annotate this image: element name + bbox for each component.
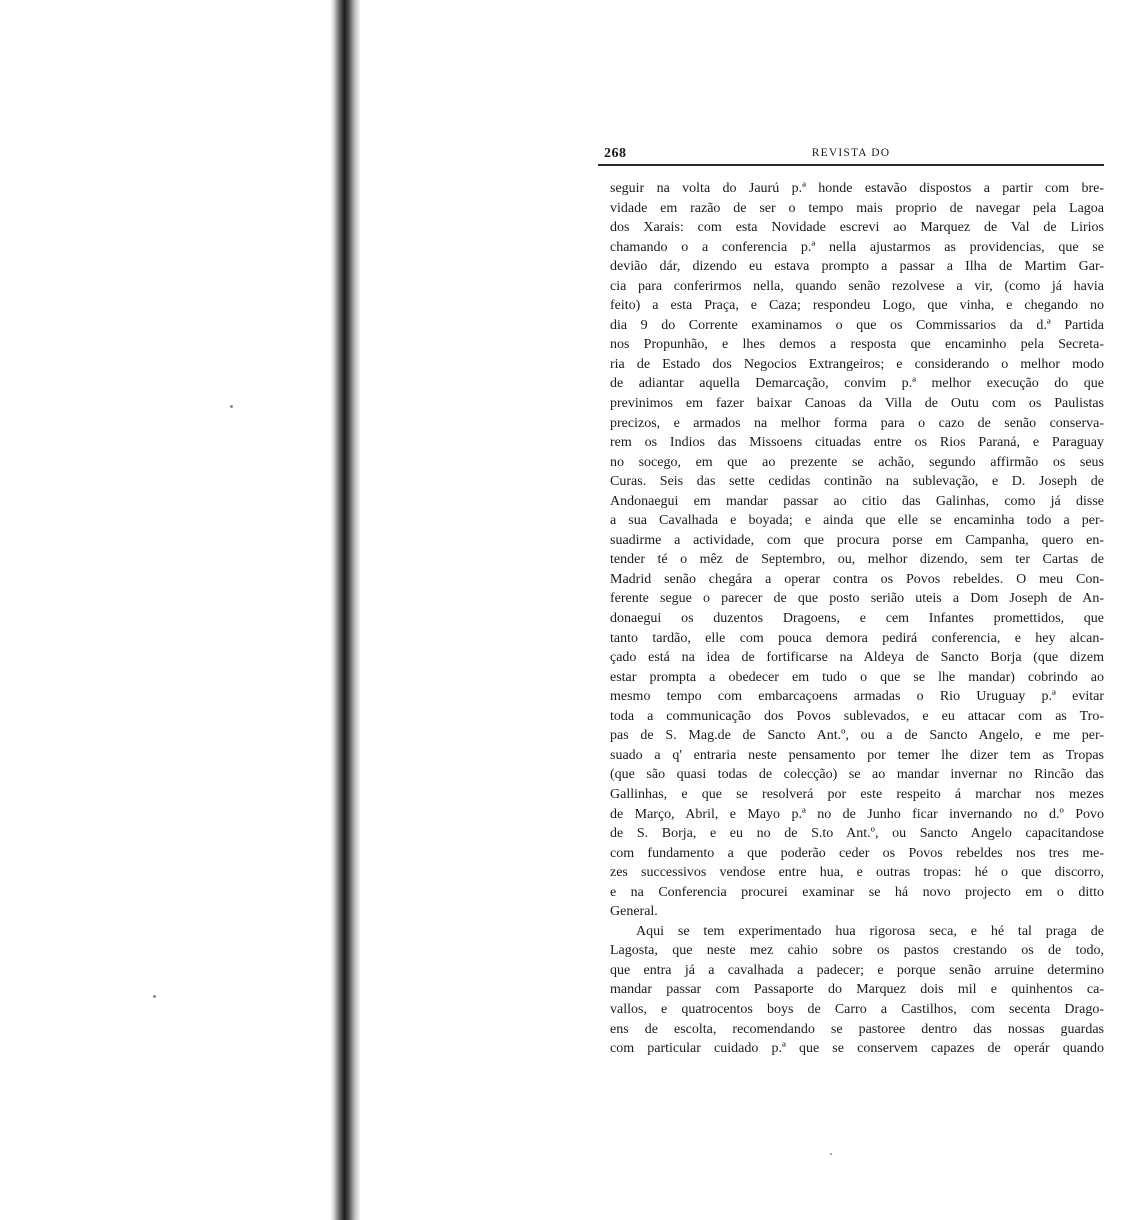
text-line: a sua Cavalhada e boyada; e ainda que elle se encaminha todo a per- <box>610 513 1104 529</box>
text-line: (que são quasi todas de colecção) se ao mandar invernar no Rincão das <box>610 767 1104 783</box>
text-line: zes successivos vendose entre hua, e outras tropas: hé o que discorro, <box>610 865 1104 881</box>
printed-page <box>598 144 1104 1059</box>
running-title: REVISTA DO <box>811 147 891 159</box>
text-line: mesmo tempo com embarcaçoens armadas o Rio Uruguay p.ª evitar <box>610 689 1104 705</box>
text-line: rem os Indios das Missoens cituadas entre os Rios Paraná, e Paraguay <box>610 435 1104 451</box>
text-line: Gallinhas, e que se resolverá por este respeito á marchar nos mezes <box>610 786 1104 802</box>
text-line: çado está na idea de fortificarse na Aldeya de Sancto Borja (que dizem <box>610 650 1104 666</box>
text-line: chamando o a conferencia p.ª nella ajustarmos as providencias, que se <box>610 239 1104 255</box>
text-line: vidade em razão de ser o tempo mais proprio de navegar pela Lagoa <box>610 200 1104 216</box>
text-line: nos Propunhão, e lhes demos a resposta que encaminho pela Secreta- <box>610 337 1104 353</box>
text-line: donaegui os duzentos Dragoens, e cem Infantes promettidos, que <box>610 611 1104 627</box>
text-line: feito) a esta Praça, e Caza; respondeu Logo, que vinha, e chegando no <box>610 298 1104 314</box>
text-line: pas de S. Mag.de de Sancto Ant.º, ou a de Sancto Angelo, e me per- <box>610 728 1104 744</box>
paper-speck <box>830 1153 832 1155</box>
body-text <box>598 179 1104 1059</box>
text-line: no socego, em que ao prezente se achão, segundo affirmão os seus <box>610 454 1104 470</box>
text-line: suadirme a actividade, com que procura porse em Campanha, quero en- <box>610 532 1104 548</box>
text-line: de S. Borja, e eu no de S.to Ant.º, ou Sancto Angelo capacitandose <box>610 826 1104 842</box>
text-line: Lagosta, que neste mez cahio sobre os pastos crestando os de todo, <box>610 943 1104 959</box>
text-line: ens de escolta, recomendando se pastoree dentro das nossas guardas <box>610 1021 1104 1037</box>
text-line: vallos, e quatrocentos boys de Carro a Castilhos, com secenta Drago- <box>610 1001 1104 1017</box>
text-line: Aqui se tem experimentado hua rigorosa seca, e hé tal praga de <box>636 923 1104 939</box>
text-line: dia 9 do Corrente examinamos o que os Commissarios da d.ª Partida <box>610 317 1104 333</box>
text-line: General. <box>610 904 658 920</box>
text-line: de Março, Abril, e Mayo p.ª no de Junho ficar invernando no d.º Povo <box>610 806 1104 822</box>
text-line: seguir na volta do Jaurú p.ª honde estavão dispostos a partir com bre- <box>610 181 1104 196</box>
text-line: ria de Estado dos Negocios Extrangeiros; e considerando o melhor modo <box>610 356 1104 372</box>
book-gutter-binding <box>330 0 360 1220</box>
text-line: Madrid senão chegára a operar contra os Povos rebeldes. O meu Con- <box>610 571 1104 587</box>
paper-speck <box>230 405 233 408</box>
text-line: mandar passar com Passaporte do Marquez dois mil e quinhentos ca- <box>610 982 1104 998</box>
text-line: suado a q' entraria neste pensamento por temer lhe dizer tem as Tropas <box>610 747 1104 763</box>
paper-speck <box>153 995 156 998</box>
text-line: devião dár, dizendo eu estava prompto a passar a Ilha de Martim Gar- <box>610 259 1104 275</box>
text-line: e na Conferencia procurei examinar se há novo projecto em o ditto <box>610 884 1104 900</box>
blank-left-page <box>0 0 330 1220</box>
text-line: ferente segue o parecer de que posto serião uteis a Dom Joseph de An- <box>610 591 1104 607</box>
text-line: tender té o mêz de Septembro, ou, melhor dizendo, sem ter Cartas de <box>610 552 1104 568</box>
text-line: toda a communicação dos Povos sublevados, e eu attacar com as Tro- <box>610 708 1104 724</box>
text-line: tanto tardão, elle com pouca demora pedirá conferencia, e hey alcan- <box>610 630 1104 646</box>
text-line: que entra já a cavalhada a padecer; e porque senão arruine determino <box>610 962 1104 978</box>
text-line: estar prompta a obedecer em tudo o que se lhe mandar) cobrindo ao <box>610 669 1104 685</box>
text-line: Andonaegui em mandar passar ao citio das Galinhas, como já disse <box>610 493 1104 509</box>
text-line: dos Xarais: com esta Novidade escrevi ao Marquez de Val de Lirios <box>610 220 1104 236</box>
text-line: de adiantar aquella Demarcação, convim p.ª melhor execução do que <box>610 376 1104 392</box>
text-line: com fundamento a que poderão ceder os Povos rebeldes nos tres me- <box>610 845 1104 861</box>
page-number: 268 <box>604 146 627 161</box>
text-line: Curas. Seis das sette cedidas continão na sublevação, e D. Joseph de <box>610 474 1104 490</box>
text-line: com particular cuidado p.ª que se conservem capazes de operár quando <box>610 1041 1104 1057</box>
running-head <box>598 144 1104 166</box>
text-line: previnimos em fazer baixar Canoas da Villa de Outu com os Paulistas <box>610 396 1104 412</box>
text-line: cia para conferirmos nella, quando senão rezolvese a vir, (como já havia <box>610 278 1104 294</box>
text-line: precizos, e armados na melhor forma para o cazo de senão conserva- <box>610 415 1104 431</box>
